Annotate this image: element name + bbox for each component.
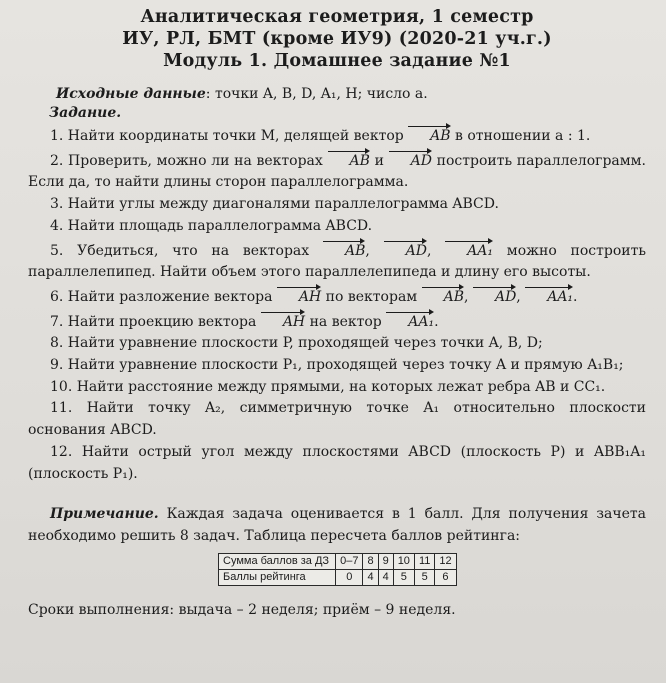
task-text: , — [426, 242, 446, 259]
rating-cell: 4 — [378, 570, 393, 586]
task-item — [28, 216, 646, 238]
rating-row-header: Сумма баллов за ДЗ — [219, 554, 336, 570]
task-text: . — [573, 288, 578, 305]
task-text: . — [434, 313, 439, 330]
vector-symbol: AD — [473, 284, 516, 309]
task-text: в отношении a : 1. — [450, 128, 591, 144]
task-item — [28, 355, 646, 377]
task-text: по векторам — [321, 288, 422, 305]
note-text: Каждая задача оценивается в 1 балл. Для получения зачета необходимо решить 8 задач. Таблица пересчета баллов рейтинга: — [28, 506, 646, 545]
rating-cell: 0 — [336, 570, 363, 586]
groups-title: ИУ, РЛ, БМТ (кроме ИУ9) (2020-21 уч.г.) — [122, 29, 552, 49]
task-item — [28, 442, 646, 485]
given-label: Исходные данные — [56, 86, 206, 102]
rating-row — [219, 554, 457, 570]
rating-cell: 5 — [414, 570, 434, 586]
rating-cell: 11 — [414, 554, 434, 570]
rating-cell: 12 — [435, 554, 456, 570]
task-item — [28, 148, 646, 194]
task-text: 11. Найти точку A₂, симметричную точке A₁ относительно плоскости основания ABCD. — [28, 400, 646, 439]
task-text: 6. Найти разложение вектора — [50, 288, 277, 305]
rating-cell: 4 — [363, 570, 378, 586]
rating-row — [219, 570, 457, 586]
task-text: и — [369, 152, 389, 169]
task-text: 2. Проверить, можно ли на векторах — [50, 152, 328, 169]
rating-cell: 9 — [378, 554, 393, 570]
task-item — [28, 284, 646, 309]
task-text: 7. Найти проекцию вектора — [50, 313, 261, 330]
rating-cell: 5 — [393, 570, 414, 586]
rating-cell: 10 — [393, 554, 414, 570]
task-text: 4. Найти площадь параллелограмма ABCD. — [50, 217, 373, 234]
task-text: построить параллелограмм. Если да, то найти длины сторон параллелограмма. — [28, 152, 647, 191]
vector-symbol: AA₁ — [525, 284, 573, 309]
vector-symbol: AA₁ — [386, 309, 434, 334]
rating-cell: 8 — [363, 554, 378, 570]
rating-cell: 0–7 — [336, 554, 363, 570]
vector-symbol: AD — [389, 148, 432, 173]
vector-symbol: AH — [277, 284, 321, 309]
task-text: 12. Найти острый угол между плоскостями ABCD (плоскость P) и ABB₁A₁ (плоскость P₁). — [28, 443, 646, 482]
module-title: Модуль 1. Домашнее задание №1 — [163, 51, 511, 71]
deadline: Сроки выполнения: выдача – 2 неделя; приём – 9 неделя. — [28, 602, 456, 619]
task-item — [28, 309, 646, 334]
vector-symbol: AA₁ — [445, 238, 493, 263]
task-item — [28, 238, 646, 284]
task-text: 3. Найти углы между диагоналями параллелограмма ABCD. — [50, 196, 499, 213]
course-title: Аналитическая геометрия, 1 семестр — [140, 7, 534, 27]
rating-table — [218, 553, 457, 586]
task-text: 5. Убедиться, что на векторах — [50, 242, 323, 259]
task-item — [28, 194, 646, 216]
task-text: на вектор — [305, 313, 387, 330]
vector-symbol: AH — [261, 309, 305, 334]
task-text: 10. Найти расстояние между прямыми, на которых лежат ребра AB и CC₁. — [50, 378, 606, 395]
task-text: 8. Найти уравнение плоскости P, проходящей через точки A, B, D; — [50, 335, 543, 352]
note — [28, 503, 646, 547]
note-label: Примечание. — [50, 506, 159, 523]
task-text: , — [516, 288, 526, 305]
task-item — [28, 333, 646, 355]
vector-symbol: AB — [422, 284, 464, 309]
vector-symbol: AB — [328, 148, 370, 173]
given-text: : точки A, B, D, A₁, H; число a. — [205, 86, 428, 102]
rating-row-header: Баллы рейтинга — [219, 570, 336, 586]
vector-symbol: AB — [323, 238, 365, 263]
task-item — [28, 398, 646, 441]
task-text: можно построить параллелепипед. Найти объем этого параллелепипеда и длину его высоты. — [28, 242, 646, 281]
task-text: , — [464, 288, 473, 305]
task-header: Задание. — [49, 105, 122, 121]
vector-symbol: AD — [384, 238, 427, 263]
task-item — [28, 123, 646, 148]
task-text: 9. Найти уравнение плоскости P₁, проходящей через точку A и прямую A₁B₁; — [50, 357, 624, 374]
given-data — [28, 86, 646, 102]
task-text: 1. Найти координаты точки M, делящей вектор — [50, 128, 409, 144]
task-item — [28, 377, 646, 399]
rating-cell: 6 — [435, 570, 456, 586]
vector-symbol: AB — [408, 123, 450, 148]
task-text: , — [365, 242, 384, 259]
task-list — [28, 123, 646, 485]
